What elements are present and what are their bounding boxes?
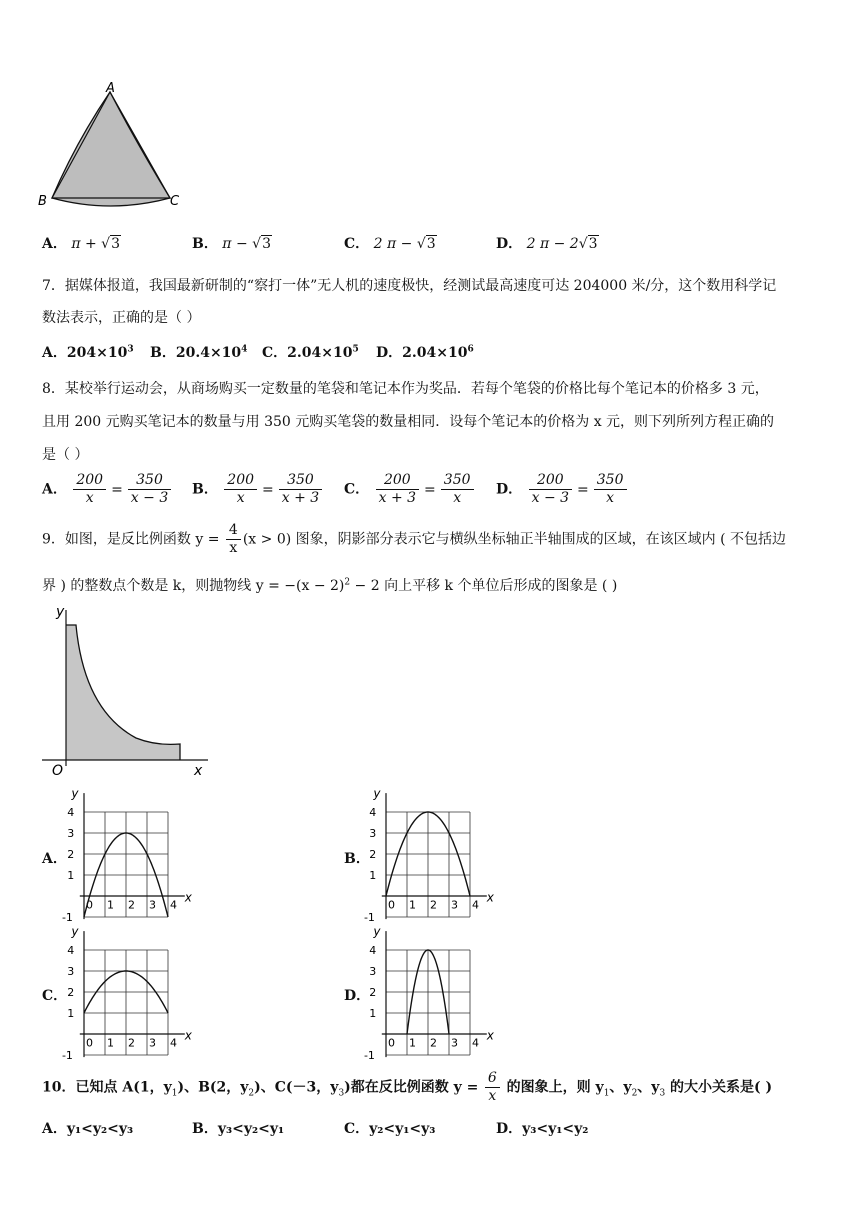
q9-option-a-label[interactable]: A．	[42, 851, 67, 867]
x-tick-label: 3	[451, 1036, 458, 1050]
y-tick-label: 4	[67, 944, 75, 957]
q9-option-a-graph	[62, 786, 202, 922]
y-tick-label: -1	[364, 911, 375, 922]
q6-option-b[interactable]: B． π − √3	[192, 236, 271, 252]
y-tick-label: 1	[369, 1007, 377, 1020]
x-tick-label: 1	[409, 1036, 416, 1050]
vertex-label-b: B	[38, 194, 47, 209]
x-tick-label: 3	[451, 898, 458, 912]
q9-option-b-graph	[364, 786, 504, 922]
y-tick-label: 1	[67, 869, 75, 882]
fig-y-label: y	[56, 604, 65, 620]
y-tick-label: 4	[369, 806, 377, 819]
q8-stem-line1: 8．某校举行运动会，从商场购买一定数量的笔袋和笔记本作为奖品．若每个笔袋的价格比每个笔记本的价格多 3 元，	[42, 381, 769, 397]
y-tick-label: -1	[364, 1049, 375, 1060]
y-tick-label: -1	[62, 1049, 73, 1060]
x-tick-label: 0	[86, 1036, 93, 1050]
q8-option-b[interactable]: B． $\frac{200}{x}$ = $\frac{350}{x + 3}$	[192, 472, 324, 507]
x-tick-label: 0	[388, 898, 395, 912]
q9-option-b-label[interactable]: B．	[344, 851, 370, 867]
x-tick-label: 1	[107, 1036, 114, 1050]
x-tick-label: 3	[149, 898, 156, 912]
y-axis-label: y	[71, 924, 79, 939]
y-axis-label: y	[373, 924, 381, 939]
q7-option-c[interactable]: C．$2.04\times 10^5$	[262, 344, 359, 361]
q8-stem-line2: 且用 200 元购买笔记本的数量与用 350 元购买笔袋的数量相同．设每个笔记本的价格为 x 元，则下列所列方程正确的	[42, 414, 775, 430]
x-tick-label: 2	[128, 1036, 135, 1050]
x-tick-label: 0	[86, 898, 93, 912]
x-tick-label: 4	[472, 1036, 479, 1050]
q6-option-a[interactable]: A． π + √3	[42, 236, 121, 252]
y-axis-label: y	[373, 786, 381, 801]
q9-option-c-graph	[62, 924, 202, 1060]
x-tick-label: 4	[472, 898, 479, 912]
vertex-label-a: A	[106, 82, 115, 96]
y-tick-label: 4	[369, 944, 377, 957]
y-axis-label: y	[71, 786, 79, 801]
y-tick-label: 4	[67, 806, 75, 819]
q10-option-c[interactable]: C．y₂<y₁<y₃	[344, 1121, 436, 1137]
q10-option-b[interactable]: B．y₃<y₂<y₁	[192, 1121, 285, 1137]
fig-origin-label: O	[52, 763, 64, 779]
y-tick-label: 2	[369, 848, 377, 861]
hyperbola-shaded-figure	[36, 600, 216, 780]
q7-option-b[interactable]: B．$20.4\times 10^4$	[150, 344, 248, 361]
q8-option-d[interactable]: D． $\frac{200}{x - 3}$ = $\frac{350}{x}$	[496, 472, 629, 507]
x-axis-label: x	[184, 890, 192, 905]
fig-x-label: x	[194, 763, 203, 779]
q9-option-d-label[interactable]: D．	[344, 988, 371, 1004]
q8-option-a[interactable]: A． $\frac{200}{x}$ = $\frac{350}{x - 3}$	[42, 472, 173, 507]
y-tick-label: 3	[67, 827, 75, 840]
x-axis-label: x	[486, 1028, 494, 1043]
x-tick-label: 1	[107, 898, 114, 912]
x-tick-label: 3	[149, 1036, 156, 1050]
q6-option-c[interactable]: C． 2 π − √3	[344, 236, 436, 252]
x-axis-label: x	[486, 890, 494, 905]
x-axis-label: x	[184, 1028, 192, 1043]
x-tick-label: 4	[170, 1036, 177, 1050]
x-tick-label: 1	[409, 898, 416, 912]
y-tick-label: 2	[369, 986, 377, 999]
x-tick-label: 2	[430, 1036, 437, 1050]
y-tick-label: 3	[369, 965, 377, 978]
q10-stem: 10．已知点 A(1，$y_1$)、B(2，$y_2$)、C(－3，$y_3$)都在反比例函数 y = $\frac{6}{x}$ 的图象上，则 $y_1$、$y_2$、$y_3$ 的大小关系是( )	[42, 1070, 773, 1104]
q7-option-a[interactable]: A．$204\times 10^3$	[42, 344, 134, 361]
q10-option-a[interactable]: A．y₁<y₂<y₃	[42, 1121, 134, 1137]
y-tick-label: -1	[62, 911, 73, 922]
vertex-label-c: C	[170, 194, 180, 209]
x-tick-label: 2	[430, 898, 437, 912]
q9-stem-line1: 9．如图，是反比例函数 y = $\frac{4}{x}$ (x > 0) 图象，阴影部分表示它与横纵坐标轴正半轴围成的区域，在该区域内 ( 不包括边	[42, 522, 786, 556]
q8-stem-line3: 是（ ）	[42, 447, 89, 463]
y-tick-label: 3	[67, 965, 75, 978]
x-tick-label: 0	[388, 1036, 395, 1050]
q7-option-d[interactable]: D．$2.04\times 10^6$	[376, 344, 474, 361]
x-tick-label: 4	[170, 898, 177, 912]
q10-option-d[interactable]: D．y₃<y₁<y₂	[496, 1121, 589, 1137]
q9-option-d-graph	[364, 924, 504, 1060]
q7-stem-line1: 7．据媒体报道，我国最新研制的“察打一体”无人机的速度极快，经测试最高速度可达 204000 米/分，这个数用科学记	[42, 278, 777, 294]
reuleaux-triangle-figure	[36, 82, 186, 212]
y-tick-label: 2	[67, 986, 75, 999]
y-tick-label: 2	[67, 848, 75, 861]
q9-stem-line2: 界 ) 的整数点个数是 k，则抛物线 $y = -(x - 2)^2 - 2$ 向上平移 k 个单位后形成的图象是 ( )	[42, 577, 618, 594]
q8-option-c[interactable]: C． $\frac{200}{x + 3}$ = $\frac{350}{x}$	[344, 472, 476, 507]
q9-option-c-label[interactable]: C．	[42, 988, 68, 1004]
q7-stem-line2: 数法表示，正确的是（ ）	[42, 310, 201, 326]
y-tick-label: 1	[369, 869, 377, 882]
y-tick-label: 1	[67, 1007, 75, 1020]
q6-option-d[interactable]: D． 2 π − 2√3	[496, 236, 598, 252]
x-tick-label: 2	[128, 898, 135, 912]
y-tick-label: 3	[369, 827, 377, 840]
